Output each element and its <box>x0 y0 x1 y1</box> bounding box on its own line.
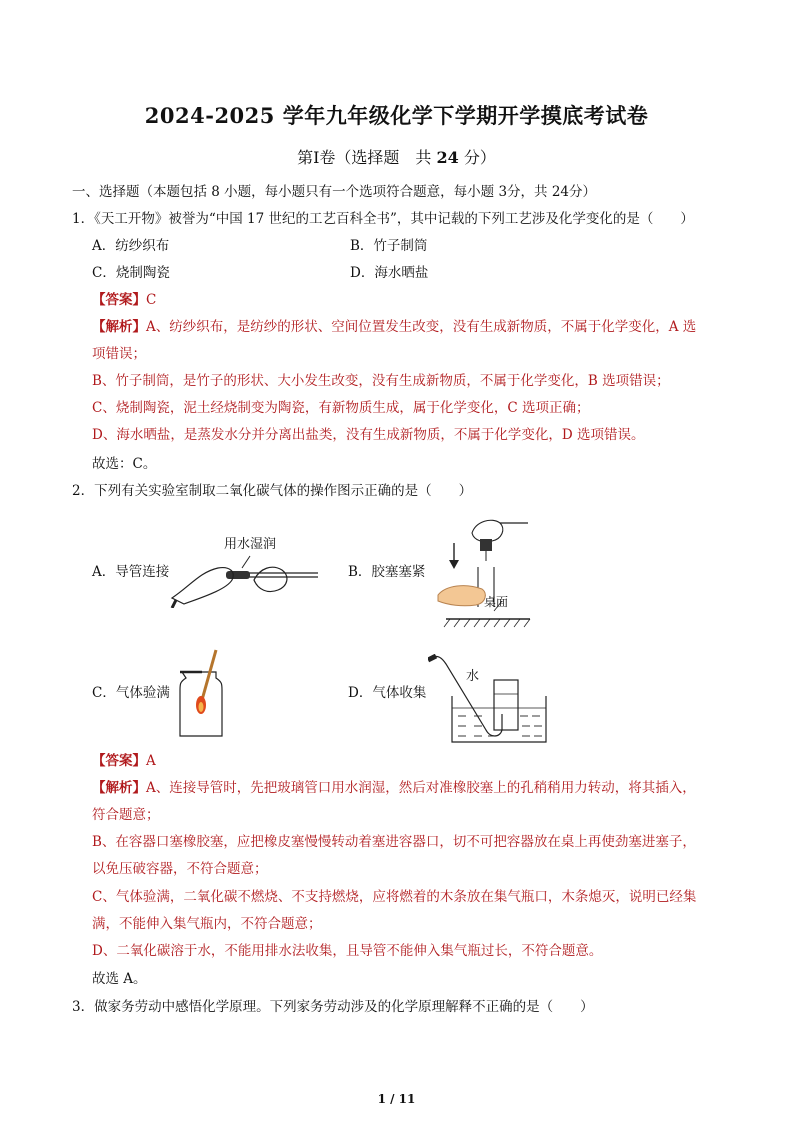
page-number: 1 / 11 <box>377 1092 416 1106</box>
q2-analysis-text-1: A、连接导管时，先把玻璃管口用水润湿，然后对准橡胶塞上的孔稍稍用力转动，将其插入， <box>146 780 696 796</box>
q2-analysis-line-2: 符合题意； <box>92 807 160 823</box>
figure-a-drawing <box>170 536 320 608</box>
q2-conclusion: 故选 A。 <box>92 971 147 987</box>
q1-analysis-text-1: A、纺纱织布，是纺纱的形状、空间位置发生改变，没有生成新物质，不属于化学变化，A 选 <box>146 319 697 335</box>
q2-answer <box>92 752 156 770</box>
q1-option-b: B．竹子制筒 <box>350 238 428 254</box>
figure-b-drawing <box>432 515 532 633</box>
q1-analysis-line-2: 项错误； <box>92 346 146 362</box>
question-3-stem: 3．做家务劳动中感悟化学原理。下列家务劳动涉及的化学原理解释不正确的是（ ） <box>72 999 594 1015</box>
q1-analysis-line-1 <box>92 318 696 336</box>
q2-option-a: A．导管连接 <box>92 564 170 580</box>
figure-c-gas-check <box>176 648 224 740</box>
q2-answer-value: A <box>146 753 156 769</box>
figure-c-drawing <box>176 648 224 740</box>
q2-analysis-tag: 【解析】 <box>92 780 146 796</box>
figure-d-label: 水 <box>466 669 480 684</box>
q2-answer-tag: 【答案】 <box>92 753 146 769</box>
figure-d-drawing <box>428 654 548 746</box>
q2-analysis-line-1 <box>92 779 696 797</box>
q1-option-d: D．海水晒盐 <box>350 265 429 281</box>
subtitle-prefix: 第Ⅰ卷（选择题 共 <box>297 148 437 167</box>
section-subtitle <box>0 145 793 168</box>
q2-option-b: B．胶塞塞紧 <box>348 564 426 580</box>
q1-analysis-line-5: D、海水晒盐，是蒸发水分并分离出盐类，没有生成新物质，不属于化学变化，D 选项错误。 <box>92 427 645 443</box>
q1-option-a: A．纺纱织布 <box>92 238 170 254</box>
figure-d-gas-collection <box>428 654 548 746</box>
page-title: 2024-2025 学年九年级化学下学期开学摸底考试卷 <box>144 103 649 128</box>
q2-analysis-line-5: C、气体验满，二氧化碳不燃烧、不支持燃烧，应将燃着的木条放在集气瓶口，木条熄灭，说明已经集 <box>92 889 697 905</box>
q1-answer-tag: 【答案】 <box>92 292 146 308</box>
q2-analysis-line-4: 以免压破容器，不符合题意； <box>92 861 268 877</box>
subtitle-score: 24 <box>436 148 459 167</box>
question-1-stem: 1．《天工开物》被誉为“中国 17 世纪的工艺百科全书”，其中记载的下列工艺涉及化学变化的是（ ） <box>72 211 694 227</box>
q2-analysis-line-7: D、二氧化碳溶于水，不能用排水法收集，且导管不能伸入集气瓶过长，不符合题意。 <box>92 943 603 959</box>
figure-a-tube-connection <box>170 536 320 608</box>
q1-analysis-line-4: C、烧制陶瓷，泥土经烧制变为陶瓷，有新物质生成，属于化学变化，C 选项正确； <box>92 400 590 416</box>
question-2-stem: 2．下列有关实验室制取二氧化碳气体的操作图示正确的是（ ） <box>72 483 473 499</box>
q2-analysis-line-3: B、在容器口塞橡胶塞，应把橡皮塞慢慢转动着塞进容器口，切不可把容器放在桌上再使劲塞进塞子， <box>92 834 696 850</box>
q1-conclusion: 故选：C。 <box>92 456 157 472</box>
q1-answer <box>92 291 156 309</box>
q1-option-c: C．烧制陶瓷 <box>92 265 170 281</box>
q1-analysis-tag: 【解析】 <box>92 319 146 335</box>
figure-b-stopper <box>432 515 532 633</box>
q2-analysis-line-6: 满，不能伸入集气瓶内，不符合题意； <box>92 916 322 932</box>
section-heading: 一、选择题（本题包括 8 小题，每小题只有一个选项符合题意，每小题 3分，共 24分） <box>72 184 597 200</box>
q2-option-d: D．气体收集 <box>348 685 427 701</box>
figure-a-label: 用水湿润 <box>224 537 277 552</box>
figure-b-label: 桌面 <box>484 595 509 609</box>
q1-answer-value: C <box>146 292 157 308</box>
subtitle-suffix: 分） <box>458 148 496 167</box>
q2-option-c: C．气体验满 <box>92 685 170 701</box>
q1-analysis-line-3: B、竹子制筒，是竹子的形状、大小发生改变，没有生成新物质，不属于化学变化，B 选项错误； <box>92 373 670 389</box>
